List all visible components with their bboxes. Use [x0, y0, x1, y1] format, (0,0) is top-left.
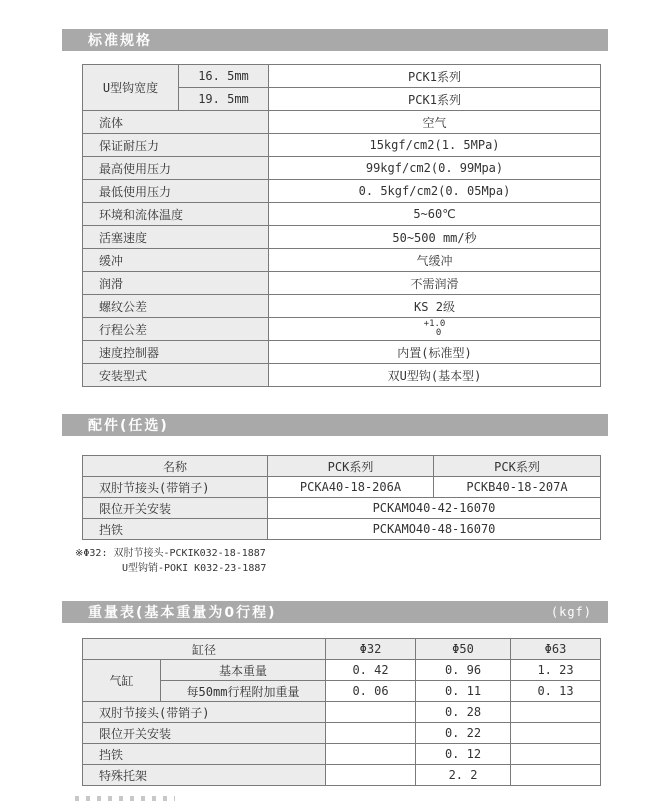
weight-value-cell: 0. 13: [511, 681, 601, 702]
table-row: [83, 341, 601, 364]
weight-section-title: 重量表(基本重量为0行程): [88, 605, 277, 621]
weight-value-cell: [511, 765, 601, 786]
spec-value-cell: 气缓冲: [269, 249, 601, 272]
accessory-label-cell: 限位开关安装: [83, 498, 268, 519]
accessories-series-header-cell: PCK系列: [268, 456, 434, 477]
weight-value-cell: 0. 22: [416, 723, 511, 744]
weight-label-cell: 特殊托架: [83, 765, 326, 786]
spec-label-cell: 安装型式: [83, 364, 269, 387]
weight-value-cell: [326, 744, 416, 765]
table-row: [83, 65, 601, 88]
table-row: [83, 498, 601, 519]
accessories-section-title: 配件(任选): [88, 418, 169, 434]
weight-value-cell: 2. 2: [416, 765, 511, 786]
accessory-part-cell: PCKAMO40-48-16070: [268, 519, 601, 540]
weight-value-cell: [511, 744, 601, 765]
table-row: [83, 272, 601, 295]
table-row: [83, 111, 601, 134]
table-row: [83, 681, 601, 702]
weight-value-cell: 0. 12: [416, 744, 511, 765]
spec-value-cell: 15kgf/cm2(1. 5MPa): [269, 134, 601, 157]
table-row: [83, 226, 601, 249]
table-row: [83, 249, 601, 272]
table-row: [83, 364, 601, 387]
footnote-line: U型钩销-POKI K032-23-1887: [122, 563, 267, 574]
spec-label-cell: 螺纹公差: [83, 295, 269, 318]
weight-value-cell: [511, 723, 601, 744]
accessory-part-cell: PCKA40-18-206A: [268, 477, 434, 498]
spec-value-cell: 不需润滑: [269, 272, 601, 295]
accessory-part-cell: PCKB40-18-207A: [434, 477, 601, 498]
spec-label-cell: 润滑: [83, 272, 269, 295]
weight-value-cell: 0. 42: [326, 660, 416, 681]
accessory-label-cell: 挡铁: [83, 519, 268, 540]
spec-label-cell: 活塞速度: [83, 226, 269, 249]
table-row: [83, 180, 601, 203]
spec-value-cell: [269, 318, 601, 341]
weight-value-cell: 0. 06: [326, 681, 416, 702]
weight-value-cell: [326, 702, 416, 723]
bore-size-header-cell: Φ63: [511, 639, 601, 660]
clipped-note: [75, 796, 175, 801]
stroke-tolerance: [424, 320, 446, 338]
weight-value-cell: [326, 765, 416, 786]
uhook-size-cell: 19. 5mm: [179, 88, 269, 111]
spec-value-cell: 内置(标准型): [269, 341, 601, 364]
accessories-series-header-cell: PCK系列: [434, 456, 601, 477]
tolerance-lower: 0: [435, 328, 442, 338]
accessories-table: [82, 455, 601, 540]
bore-header-cell: 缸径: [83, 639, 326, 660]
spec-label-cell: 行程公差: [83, 318, 269, 341]
weight-label-cell: 双肘节接头(带销子): [83, 702, 326, 723]
table-header-row: [83, 456, 601, 477]
weight-label-cell: 挡铁: [83, 744, 326, 765]
accessory-label-cell: 双肘节接头(带销子): [83, 477, 268, 498]
table-row: [83, 519, 601, 540]
bore-size-header-cell: Φ50: [416, 639, 511, 660]
spec-label-cell: 流体: [83, 111, 269, 134]
spec-table: [82, 64, 601, 387]
cylinder-label-cell: 气缸: [83, 660, 161, 702]
table-row: [83, 765, 601, 786]
table-row: [83, 203, 601, 226]
spec-label-cell: 最高使用压力: [83, 157, 269, 180]
table-header-row: [83, 639, 601, 660]
spec-value-cell: 5~60℃: [269, 203, 601, 226]
accessories-footnote: [75, 546, 266, 576]
spec-label-cell: 缓冲: [83, 249, 269, 272]
table-row: [83, 702, 601, 723]
footnote-line: ※Φ32: 双肘节接头-PCKIK032-18-1887: [75, 548, 266, 559]
uhook-size-cell: 16. 5mm: [179, 65, 269, 88]
tolerance-upper: +1.0: [423, 319, 446, 329]
spec-value-cell: 99kgf/cm2(0. 99Mpa): [269, 157, 601, 180]
accessories-title-bar: [62, 414, 608, 436]
weight-title-bar: [62, 601, 608, 623]
weight-sublabel-cell: 每50mm行程附加重量: [161, 681, 326, 702]
weight-table: [82, 638, 601, 786]
weight-value-cell: [326, 723, 416, 744]
table-row: [83, 660, 601, 681]
table-row: [83, 477, 601, 498]
weight-sublabel-cell: 基本重量: [161, 660, 326, 681]
spec-value-cell: KS 2级: [269, 295, 601, 318]
spec-label-cell: 速度控制器: [83, 341, 269, 364]
uhook-series-cell: PCK1系列: [269, 65, 601, 88]
spec-label-cell: 保证耐压力: [83, 134, 269, 157]
bore-size-header-cell: Φ32: [326, 639, 416, 660]
spec-value-cell: 0. 5kgf/cm2(0. 05Mpa): [269, 180, 601, 203]
accessory-part-cell: PCKAMO40-42-16070: [268, 498, 601, 519]
weight-value-cell: [511, 702, 601, 723]
spec-value-cell: 50~500 mm/秒: [269, 226, 601, 249]
spec-label-cell: 环境和流体温度: [83, 203, 269, 226]
accessories-name-header-cell: 名称: [83, 456, 268, 477]
uhook-series-cell: PCK1系列: [269, 88, 601, 111]
spec-label-cell: 最低使用压力: [83, 180, 269, 203]
table-row: [83, 295, 601, 318]
table-row: [83, 157, 601, 180]
weight-value-cell: 0. 11: [416, 681, 511, 702]
table-row: [83, 723, 601, 744]
weight-value-cell: 0. 28: [416, 702, 511, 723]
weight-unit-label: (kgf): [550, 605, 592, 619]
spec-value-cell: 双U型钩(基本型): [269, 364, 601, 387]
spec-value-cell: 空气: [269, 111, 601, 134]
uhook-width-label-cell: U型钩宽度: [83, 65, 179, 111]
table-row: [83, 134, 601, 157]
table-row: [83, 318, 601, 341]
table-row: [83, 744, 601, 765]
weight-value-cell: 1. 23: [511, 660, 601, 681]
weight-value-cell: 0. 96: [416, 660, 511, 681]
weight-label-cell: 限位开关安装: [83, 723, 326, 744]
spec-title-bar: [62, 29, 608, 51]
spec-section-title: 标准规格: [88, 33, 152, 49]
